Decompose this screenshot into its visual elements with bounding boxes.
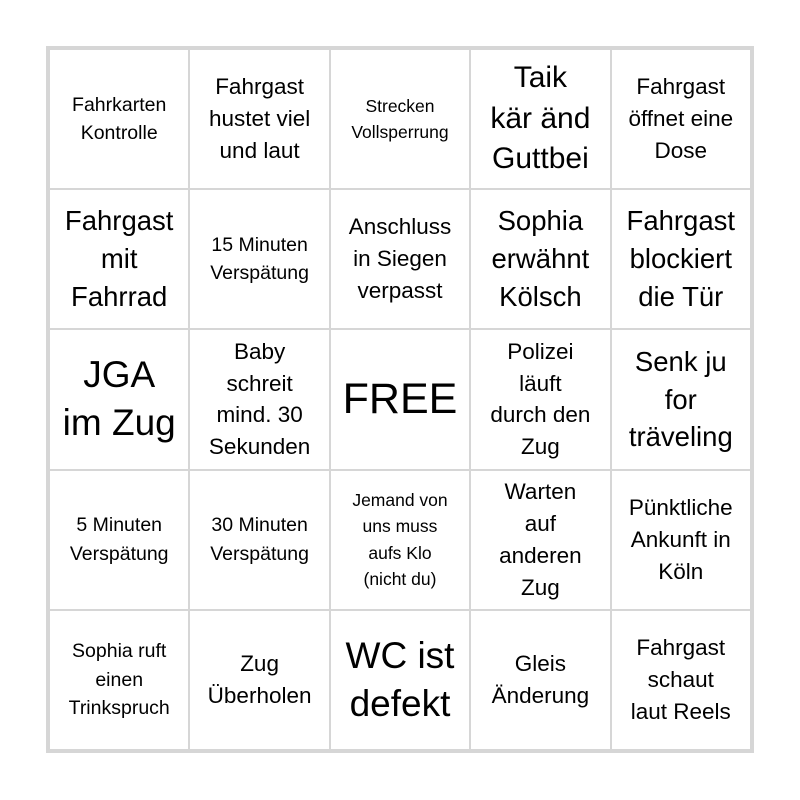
cell-label: Fahrgast öffnet eine Dose <box>628 74 734 164</box>
cell-label: Sophia ruft einen Trinkspruch <box>68 640 170 720</box>
cell-label: JGA im Zug <box>62 354 176 444</box>
bingo-cell-30-minuten-verspaetung[interactable] <box>189 470 329 610</box>
bingo-card <box>46 46 754 753</box>
bingo-cell-baby-schreit[interactable] <box>189 329 329 469</box>
bingo-cell-5-minuten-verspaetung[interactable] <box>49 470 189 610</box>
bingo-cell-sophia-erwaehnt-koelsch[interactable] <box>470 189 610 329</box>
bingo-cell-fahrgast-oeffnet-dose[interactable] <box>611 49 751 189</box>
bingo-cell-taik-kaer-aend-guttbei[interactable] <box>470 49 610 189</box>
bingo-cell-fahrkarten-kontrolle[interactable] <box>49 49 189 189</box>
cell-label: Sophia erwähnt Kölsch <box>491 205 590 313</box>
cell-label: 30 Minuten Verspätung <box>210 514 309 565</box>
cell-label: Fahrgast hustet viel und laut <box>208 74 311 164</box>
bingo-cell-fahrgast-schaut-reels[interactable] <box>611 610 751 750</box>
bingo-cell-fahrgast-blockiert-tuer[interactable] <box>611 189 751 329</box>
free-space-label: FREE <box>342 374 458 423</box>
cell-label: Warten auf anderen Zug <box>499 478 582 600</box>
bingo-cell-gleis-aenderung[interactable] <box>470 610 610 750</box>
cell-label: Zug Überholen <box>207 650 312 708</box>
cell-label: Pünktliche Ankunft in Köln <box>628 494 733 584</box>
bingo-cell-wc-ist-defekt[interactable] <box>330 610 470 750</box>
cell-label: Fahrkarten Kontrolle <box>72 93 167 145</box>
bingo-cell-sophia-ruft-trinkspruch[interactable] <box>49 610 189 750</box>
bingo-cell-puenktliche-ankunft-koeln[interactable] <box>611 470 751 610</box>
bingo-cell-senk-ju-for-traeveling[interactable] <box>611 329 751 469</box>
bingo-cell-jemand-muss-aufs-klo[interactable] <box>330 470 470 610</box>
cell-label: Taik kär änd Guttbei <box>490 61 591 176</box>
cell-label: Baby schreit mind. 30 Sekunden <box>208 338 311 460</box>
cell-label: Fahrgast blockiert die Tür <box>626 205 736 313</box>
bingo-cell-fahrgast-mit-fahrrad[interactable] <box>49 189 189 329</box>
cell-label: 5 Minuten Verspätung <box>69 514 169 565</box>
cell-label: Gleis Änderung <box>491 650 590 708</box>
bingo-cell-strecken-vollsperrung[interactable] <box>330 49 470 189</box>
cell-label: Jemand von uns muss aufs Klo (nicht du) <box>352 490 448 589</box>
bingo-cell-warten-auf-anderen-zug[interactable] <box>470 470 610 610</box>
cell-label: Senk ju for träveling <box>628 345 733 453</box>
bingo-cell-anschluss-siegen-verpasst[interactable] <box>330 189 470 329</box>
bingo-cell-fahrgast-hustet[interactable] <box>189 49 329 189</box>
cell-label: Strecken Vollsperrung <box>351 95 449 143</box>
cell-label: Fahrgast schaut laut Reels <box>630 634 731 724</box>
bingo-cell-polizei-laeuft-durch-zug[interactable] <box>470 329 610 469</box>
bingo-cell-free[interactable] <box>330 329 470 469</box>
cell-label: Anschluss in Siegen verpasst <box>348 214 452 304</box>
cell-label: 15 Minuten Verspätung <box>210 233 309 285</box>
cell-label: Polizei läuft durch den Zug <box>490 338 591 460</box>
bingo-cell-15-minuten-verspaetung[interactable] <box>189 189 329 329</box>
bingo-cell-zug-ueberholen[interactable] <box>189 610 329 750</box>
cell-label: WC ist defekt <box>345 634 455 724</box>
bingo-cell-jga-im-zug[interactable] <box>49 329 189 469</box>
cell-label: Fahrgast mit Fahrrad <box>64 205 174 313</box>
